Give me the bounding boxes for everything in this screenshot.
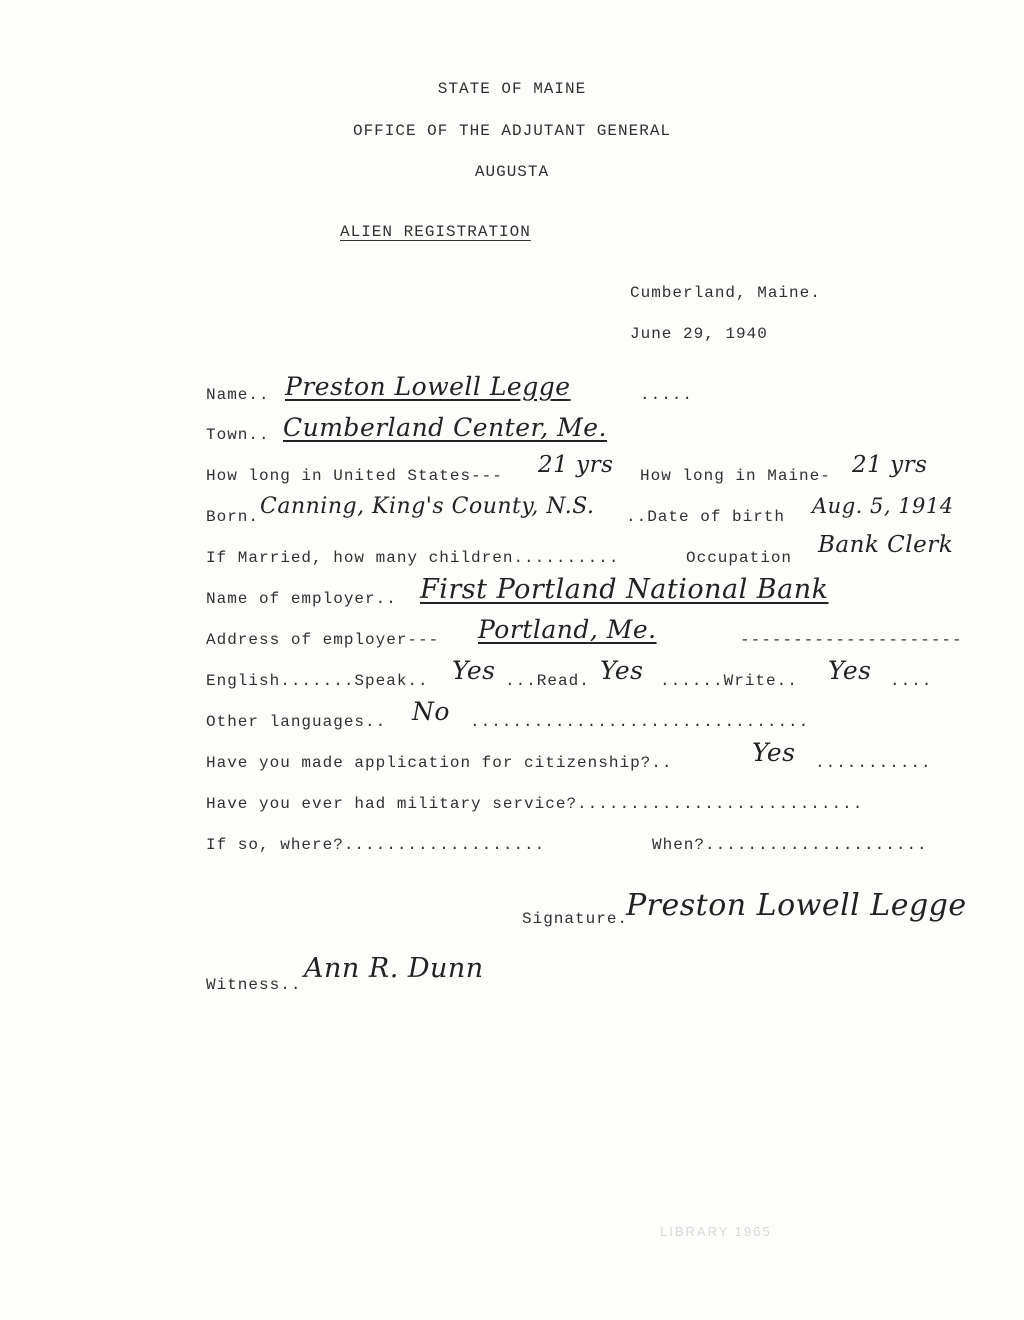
witness-signature: Ann R. Dunn: [304, 953, 484, 984]
name-label: Name..: [206, 386, 270, 404]
how-long-us-label: How long in United States---: [206, 467, 503, 485]
read-value: Yes: [600, 656, 644, 685]
date-of-birth-label: ..Date of birth: [626, 508, 786, 526]
born-value: Canning, King's County, N.S.: [260, 494, 595, 519]
signature-label: Signature.: [522, 910, 629, 928]
citizenship-value: Yes: [752, 738, 796, 767]
born-label: Born.: [206, 508, 260, 526]
how-long-maine-value: 21 yrs: [852, 452, 928, 478]
how-long-us-value: 21 yrs: [538, 452, 614, 478]
form-title: ALIEN REGISTRATION: [340, 223, 531, 241]
how-long-maine-label: How long in Maine-: [640, 467, 831, 485]
when-label: When?.....................: [652, 836, 928, 854]
children-label: If Married, how many children..........: [206, 549, 620, 567]
employer-label: Name of employer..: [206, 590, 397, 608]
english-speak-value: Yes: [452, 656, 496, 685]
write-value: Yes: [828, 656, 872, 685]
state-heading: STATE OF MAINE: [437, 80, 587, 98]
faded-stamp: LIBRARY 1965: [660, 1224, 772, 1239]
other-languages-trail: ................................: [470, 713, 810, 731]
town-label: Town..: [206, 426, 270, 444]
employer-address-label: Address of employer---: [206, 631, 440, 649]
office-heading: OFFICE OF THE ADJUTANT GENERAL: [352, 122, 672, 140]
employer-address-trail: ---------------------: [740, 631, 963, 649]
english-speak-label: English.......Speak..: [206, 672, 429, 690]
other-languages-label: Other languages..: [206, 713, 387, 731]
citizenship-label: Have you made application for citizenship?..: [206, 754, 673, 772]
write-trail: ....: [890, 672, 933, 690]
date-of-birth-value: Aug. 5, 1914: [812, 494, 954, 518]
place-text: Cumberland, Maine.: [630, 284, 821, 302]
occupation-value: Bank Clerk: [818, 532, 954, 558]
name-value: Preston Lowell Legge: [285, 372, 571, 401]
write-label: ......Write..: [660, 672, 798, 690]
read-label: ...Read.: [505, 672, 590, 690]
date-text: June 29, 1940: [630, 325, 768, 343]
other-languages-value: No: [412, 697, 450, 726]
signature-value: Preston Lowell Legge: [626, 888, 967, 923]
witness-label: Witness..: [206, 976, 302, 994]
employer-address-value: Portland, Me.: [478, 615, 657, 644]
city-heading: AUGUSTA: [474, 163, 550, 181]
occupation-label: Occupation: [686, 549, 793, 567]
citizenship-trail: ...........: [815, 754, 932, 772]
employer-value: First Portland National Bank: [420, 574, 829, 605]
name-trail: .....: [640, 386, 694, 404]
town-value: Cumberland Center, Me.: [283, 413, 607, 442]
where-label: If so, where?...................: [206, 836, 546, 854]
military-label: Have you ever had military service?...........................: [206, 795, 864, 813]
